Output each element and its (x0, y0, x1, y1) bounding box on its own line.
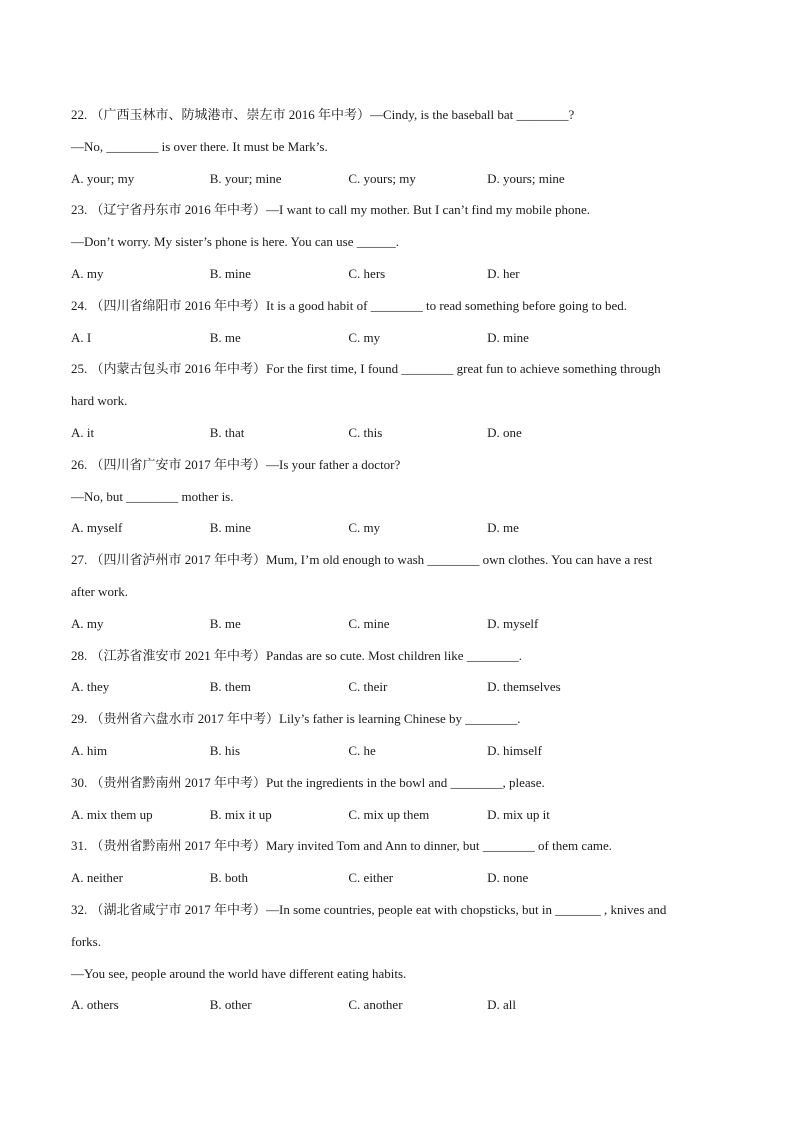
option-d: D. myself (487, 615, 539, 631)
option-a: A. myself (71, 520, 123, 536)
question-29 (71, 703, 734, 767)
option-b: B. mix it up (209, 806, 272, 822)
option-b: B. me (209, 615, 241, 631)
question-22 (71, 99, 734, 194)
option-a: A. others (71, 997, 119, 1013)
question-31 (71, 830, 734, 894)
answer-options (71, 322, 734, 354)
question-stem: 27. （四川省泸州市 2017 年中考）Mum, I’m old enough to wash ________ own clothes. You can have a rest (71, 552, 653, 568)
question-28 (71, 640, 734, 704)
option-b: B. that (209, 424, 245, 440)
option-c: C. yours; my (348, 170, 416, 186)
question-stem: 32. （湖北省咸宁市 2017 年中考）—In some countries, people eat with chopsticks, but in _______ , knives and (71, 901, 667, 917)
answer-options (71, 512, 734, 544)
option-c: C. another (348, 997, 403, 1013)
option-b: B. me (209, 329, 241, 345)
question-stem: 24. （四川省绵阳市 2016 年中考）It is a good habit of ________ to read something before going to bed. (71, 297, 628, 313)
option-b: B. his (209, 742, 241, 758)
question-stem: 28. （江苏省淮安市 2021 年中考）Pandas are so cute. Most children like ________. (71, 647, 522, 663)
option-a: A. it (71, 424, 95, 440)
option-d: D. none (487, 870, 529, 886)
option-d: D. themselves (487, 679, 561, 695)
answer-options (71, 989, 734, 1021)
question-dialogue: —No, but ________ mother is. (71, 488, 234, 504)
question-24 (71, 290, 734, 354)
option-a: A. him (71, 742, 108, 758)
question-stem: 29. （贵州省六盘水市 2017 年中考）Lily’s father is learning Chinese by ________. (71, 711, 521, 727)
option-b: B. your; mine (209, 170, 282, 186)
question-stem-continued: hard work. (71, 393, 128, 409)
option-b: B. other (209, 997, 252, 1013)
question-30 (71, 767, 734, 831)
question-stem: 22. （广西玉林市、防城港市、崇左市 2016 年中考）—Cindy, is the baseball bat ________? (71, 107, 575, 122)
answer-options (71, 671, 734, 703)
option-c: C. mix up them (348, 806, 430, 822)
answer-options (71, 163, 734, 195)
option-a: A. neither (71, 870, 123, 886)
question-stem: 25. （内蒙古包头市 2016 年中考）For the first time, I found ________ great fun to achieve something through (71, 361, 661, 377)
option-a: A. I (71, 329, 92, 345)
option-b: B. mine (209, 265, 251, 281)
option-c: C. this (348, 424, 383, 440)
option-c: C. mine (348, 615, 390, 631)
option-c: C. either (348, 870, 394, 886)
question-25 (71, 353, 734, 448)
option-a: A. they (71, 679, 110, 695)
question-stem: 26. （四川省广安市 2017 年中考）—Is your father a doctor? (71, 456, 401, 472)
option-c: C. my (348, 520, 381, 536)
option-c: C. their (348, 679, 388, 695)
question-stem: 30. （贵州省黔南州 2017 年中考）Put the ingredients in the bowl and ________, please. (71, 774, 545, 790)
option-c: C. hers (348, 265, 386, 281)
option-d: D. all (487, 997, 516, 1013)
answer-options (71, 258, 734, 290)
option-a: A. my (71, 265, 104, 281)
question-32 (71, 894, 734, 1021)
answer-options (71, 608, 734, 640)
option-d: D. me (487, 520, 519, 536)
option-c: C. he (348, 742, 376, 758)
option-b: B. both (209, 870, 248, 886)
question-27 (71, 544, 734, 639)
question-stem-continued: forks. (71, 933, 101, 949)
option-a: A. my (71, 615, 104, 631)
option-d: D. her (487, 265, 520, 281)
question-dialogue: —No, ________ is over there. It must be Mark’s. (71, 138, 328, 154)
question-dialogue: —Don’t worry. My sister’s phone is here. You can use ______. (71, 234, 399, 250)
question-23 (71, 194, 734, 289)
question-stem-continued: after work. (71, 583, 129, 599)
option-d: D. himself (487, 742, 542, 758)
option-d: D. mine (487, 329, 529, 345)
answer-options (71, 799, 734, 831)
option-d: D. one (487, 424, 522, 440)
question-stem: 31. （贵州省黔南州 2017 年中考）Mary invited Tom and Ann to dinner, but ________ of them came. (71, 838, 613, 854)
question-26 (71, 449, 734, 544)
option-b: B. mine (209, 520, 251, 536)
option-c: C. my (348, 329, 381, 345)
option-d: D. mix up it (487, 806, 550, 822)
answer-options (71, 417, 734, 449)
option-d: D. yours; mine (487, 170, 565, 186)
answer-options (71, 735, 734, 767)
option-a: A. mix them up (71, 806, 153, 822)
question-stem: 23. （辽宁省丹东市 2016 年中考）—I want to call my mother. But I can’t find my mobile phone. (71, 202, 590, 218)
option-a: A. your; my (71, 170, 135, 186)
option-b: B. them (209, 679, 251, 695)
answer-options (71, 862, 734, 894)
question-dialogue: —You see, people around the world have different eating habits. (71, 965, 407, 981)
